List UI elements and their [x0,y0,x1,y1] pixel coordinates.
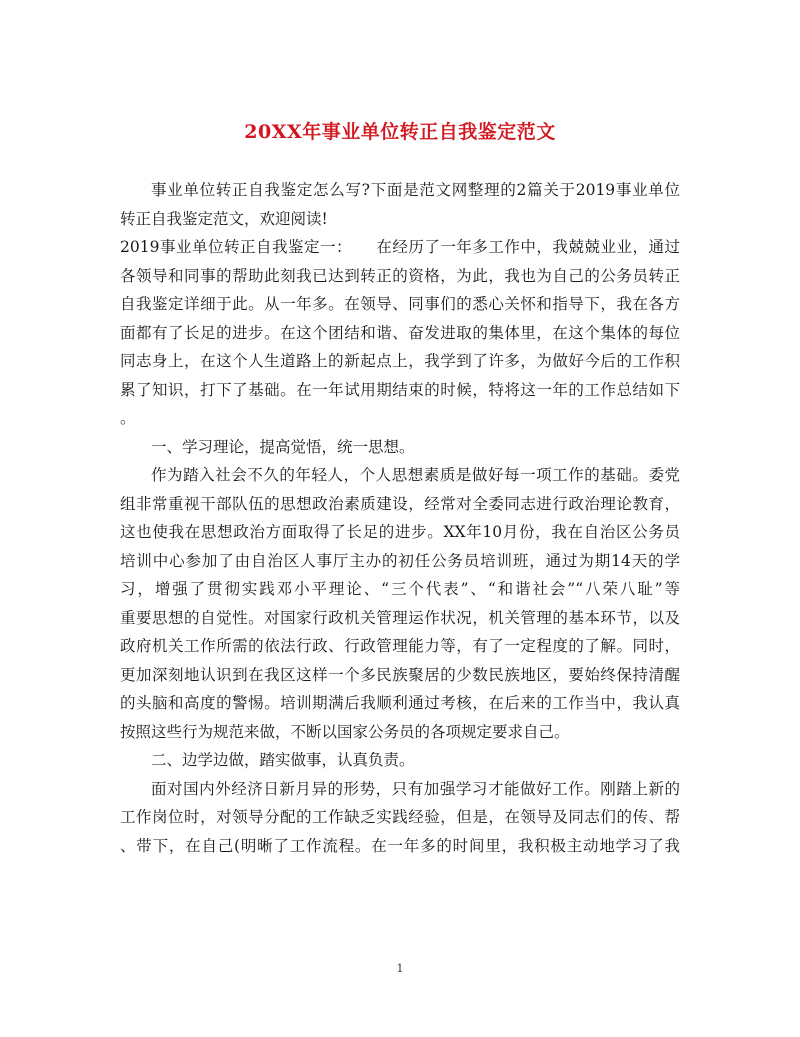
page-number: 1 [396,962,404,975]
paragraph-line: 累了知识，打下了基础。在一年试用期结束的时候，特将这一年的工作总结如下 [120,380,680,399]
paragraph-line: 自我鉴定详细于此。从一年多。在领导、同事们的悉心关怀和指导下，我在各方 [120,295,680,313]
paragraph-line: 培训中心参加了由自治区人事厅主办的初任公务员培训班，通过为期14天的学 [120,551,680,570]
section-heading: 二、边学边做，踏实做事，认真负责。 [151,751,415,769]
paragraph-line: 面对国内外经济日新月异的形势，只有加强学习才能做好工作。刚踏上新的 [151,779,680,798]
paragraph-line: 习，增强了贯彻实践邓小平理论、“三个代表”、“和谐社会”“八荣八耻”等 [120,580,680,598]
paragraph-line: 事业单位转正自我鉴定怎么写?下面是范文网整理的2篇关于2019事业单位 [151,181,680,199]
paragraph-line: 面都有了长足的进步。在这个团结和谐、奋发进取的集体里，在这个集体的每位 [120,323,680,342]
document-title: 20XX年事业单位转正自我鉴定范文 [244,121,556,143]
paragraph-line: 重要思想的自觉性。对国家行政机关管理运作状况，机关管理的基本环节，以及 [120,608,680,627]
paragraph-line: 这也使我在思想政治方面取得了长足的进步。XX年10月份，我在自治区公务员 [120,523,680,541]
paragraph-line: 组非常重视干部队伍的思想政治素质建设，经常对全委同志进行政治理论教育， [120,494,680,513]
paragraph-line: 政府机关工作所需的依法行政、行政管理能力等，有了一定程度的了解。同时， [120,637,680,655]
paragraph-line: 2019事业单位转正自我鉴定一： 在经历了一年多工作中，我兢兢业业，通过 [120,238,680,256]
paragraph-line: 各领导和同事的帮助此刻我已达到转正的资格，为此，我也为自己的公务员转正 [120,266,680,285]
paragraph-line: 转正自我鉴定范文，欢迎阅读! [120,209,328,228]
paragraph-line: 按照这些行为规范来做，不断以国家公务员的各项规定要求自己。 [120,722,570,741]
paragraph-line: 。 [120,409,136,427]
paragraph-line: 作为踏入社会不久的年轻人，个人思想素质是做好每一项工作的基础。委党 [151,466,680,484]
paragraph-line: 的头脑和高度的警惕。培训期满后我顺利通过考核，在后来的工作当中，我认真 [120,694,680,712]
paragraph-line: 同志身上，在这个人生道路上的新起点上，我学到了许多，为做好今后的工作积 [120,352,680,370]
paragraph-line: 工作岗位时，对领导分配的工作缺乏实践经验，但是，在领导及同志们的传、帮 [120,808,680,826]
document-body [120,176,680,860]
paragraph-line: 、带下，在自己(明晰了工作流程。在一年多的时间里，我积极主动地学习了我 [120,836,680,855]
paragraph-line: 更加深刻地认识到在我区这样一个多民族聚居的少数民族地区，要始终保持清醒 [120,665,680,684]
section-heading: 一、学习理论，提高觉悟，统一思想。 [151,437,415,456]
